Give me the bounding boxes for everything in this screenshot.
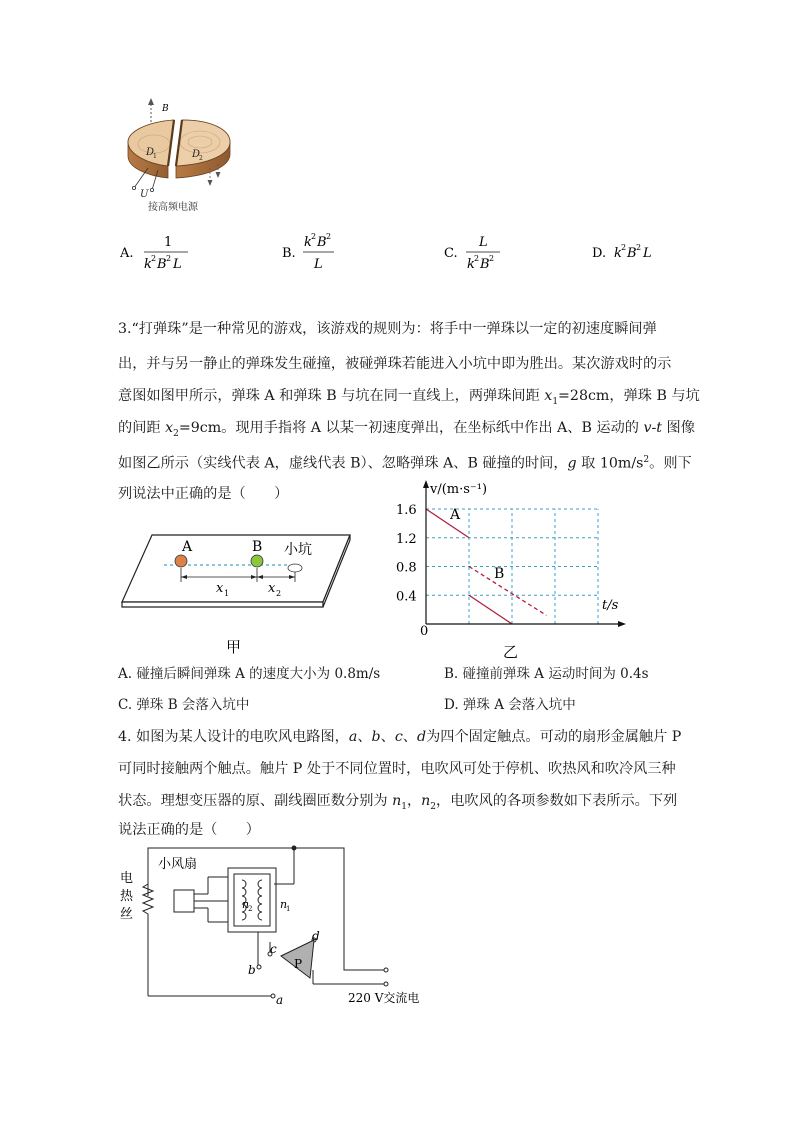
svg-text:L: L (479, 235, 488, 250)
q2-option-b (282, 230, 362, 274)
n2-label: n (242, 898, 250, 911)
q4-line-4: 说法正确的是（ ） (118, 822, 260, 838)
series-b-segment (469, 567, 546, 616)
y-axis-label: v/(m·s⁻¹) (430, 482, 488, 497)
q3-line-1: 3.“打弹珠”是一种常见的游戏，该游戏的规则为：将手中一弹珠以一定的初速度瞬间弹 (118, 321, 657, 337)
figure-yi-caption: 乙 (503, 643, 519, 661)
heater-label-1: 电 (120, 871, 134, 886)
q3-option-d: D. 弹珠 A 会落入坑中 (444, 697, 576, 713)
svg-text:2: 2 (276, 589, 282, 598)
vt-chart (390, 476, 630, 662)
cyclotron-caption: 接高频电源 (148, 202, 198, 213)
svg-text:2: 2 (326, 232, 332, 241)
contact-a-label: a (276, 993, 284, 1007)
svg-text:k: k (144, 257, 152, 272)
circuit-diagram (118, 842, 458, 1014)
cyclotron-label-d2: D (192, 149, 201, 160)
figure-jia-caption: 甲 (226, 638, 242, 656)
svg-text:2: 2 (621, 243, 627, 252)
cyclotron-label-b: B (162, 104, 169, 114)
ball-a-label: A (182, 539, 193, 555)
series-a-segment (426, 509, 469, 538)
q3-line-6: 列说法中正确的是（ ） (118, 486, 289, 502)
svg-text:1: 1 (286, 905, 291, 913)
svg-text:2: 2 (248, 905, 253, 913)
origin-label: 0 (420, 624, 429, 639)
svg-text:2: 2 (636, 243, 642, 252)
svg-text:2: 2 (311, 232, 317, 241)
x-axis-label: t/s (602, 598, 619, 613)
svg-text:B: B (157, 257, 167, 272)
series-a-label: A (450, 507, 461, 523)
cyclotron-sub-1: 1 (153, 153, 157, 160)
q3-line-3: 意图如图甲所示，弹珠 A 和弹珠 B 与坑在同一直线上，两弹珠间距 $x_1=28cm$，弹珠 B 与坑 (118, 388, 700, 407)
svg-text:2: 2 (474, 254, 480, 263)
option-letter: A. (120, 246, 134, 261)
cyclotron-label-d1: D (146, 147, 155, 158)
svg-text:B: B (627, 246, 637, 261)
q3-option-c: C. 弹珠 B 会落入坑中 (118, 697, 250, 713)
svg-text:L: L (173, 257, 182, 272)
svg-text:L: L (643, 246, 652, 261)
svg-text:k: k (467, 257, 475, 272)
x2-label: x (268, 581, 276, 596)
source-label: 220 V交流电 (348, 991, 420, 1005)
q4-line-2: 可同时接触两个触点。触片 P 处于不同位置时，电吹风可处于停机、吹热风和吹冷风三种 (118, 761, 676, 777)
option-letter: B. (282, 246, 296, 261)
fraction-numerator: 1 (164, 235, 173, 250)
y-tick-label: 0.4 (396, 589, 417, 605)
q2-option-a (120, 230, 200, 274)
svg-text:2: 2 (166, 254, 172, 263)
q3-line-4: 的间距 $x_2=9cm$。现用手指将 A 以某一初速度弹出，在坐标纸中作出 A、B 运动的 v-t 图像 (118, 420, 695, 439)
svg-text:L: L (314, 257, 323, 272)
y-tick-label: 1.6 (396, 503, 417, 518)
series-a-segment (469, 595, 512, 624)
figure-jia (118, 530, 358, 660)
heater-label-2: 热 (120, 889, 134, 904)
y-tick-label: 0.8 (396, 560, 417, 576)
cyclotron-figure (118, 98, 238, 218)
fan-label: 小风扇 (158, 857, 198, 872)
pit-label: 小坑 (284, 542, 312, 558)
svg-text:k: k (614, 246, 622, 261)
heater-label-3: 丝 (120, 907, 134, 922)
svg-text:B: B (480, 257, 490, 272)
svg-text:k: k (304, 235, 312, 250)
q3-option-b: B. 碰撞前弹珠 A 运动时间为 0.4s (444, 666, 649, 682)
cyclotron-label-u: U (140, 189, 149, 200)
figure-yi (390, 476, 630, 662)
cyclotron-sub-2: 2 (199, 155, 203, 162)
ball-b-label: B (252, 539, 263, 555)
contact-c-label: c (270, 942, 277, 956)
q3-line-5-visible: 如图乙所示（实线代表 A，虚线代表 B）、忽略弹珠 A、B 碰撞的时间，g 取 $10m/s^2$。则下 (118, 455, 692, 472)
contact-d-label: d (312, 929, 320, 943)
contact-b-label: b (248, 963, 256, 977)
svg-text:2: 2 (151, 254, 157, 263)
y-tick-label: 1.2 (396, 531, 417, 547)
q2-option-d (592, 240, 682, 264)
option-letter: D. (592, 246, 607, 261)
svg-text:B: B (317, 235, 327, 250)
series-b-label: B (494, 566, 505, 582)
contact-p-label: P (294, 957, 303, 971)
option-letter: C. (444, 246, 458, 261)
q2-option-c (444, 230, 524, 274)
n1-label: n (280, 898, 288, 911)
q3-line-2: 出，并与另一静止的弹珠发生碰撞，被碰弹珠若能进入小坑中即为胜出。某次游戏时的示 (118, 356, 672, 372)
q3-option-a: A. 碰撞后瞬间弹珠 A 的速度大小为 0.8m/s (118, 666, 381, 682)
svg-text:2: 2 (489, 254, 495, 263)
svg-text:1: 1 (224, 589, 230, 598)
q4-line-3: 状态。理想变压器的原、副线圈匝数分别为 $n_1$，$n_2$，电吹风的各项参数如下表所示。下列 (118, 793, 678, 812)
q4-line-1: 4. 如图为某人设计的电吹风电路图，a、b、c、d为四个固定触点。可动的扇形金属触片 P (118, 729, 682, 745)
x1-label: x (216, 581, 224, 596)
